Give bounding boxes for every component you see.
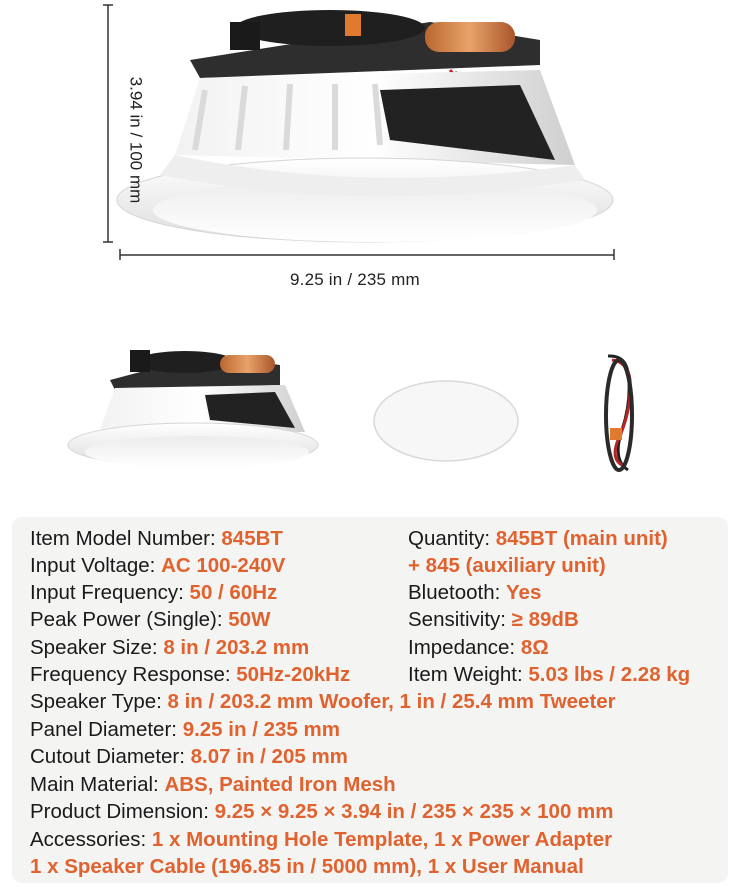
spec-accessories-line2: 1 x Speaker Cable (196.85 in / 5000 mm), 1 x User Manual	[30, 855, 584, 878]
speaker-small-view	[68, 350, 318, 468]
spec-speaker-size: Speaker Size: 8 in / 203.2 mm	[30, 636, 310, 659]
spec-model: Item Model Number: 845BT	[30, 527, 283, 550]
height-dimension-label: 3.94 in / 100 mm	[126, 76, 146, 204]
spec-voltage: Input Voltage: AC 100-240V	[30, 554, 286, 577]
width-dimension-label: 9.25 in / 235 mm	[290, 270, 420, 289]
spec-peak-power: Peak Power (Single): 50W	[30, 608, 271, 631]
spec-cutout-diameter: Cutout Diameter: 8.07 in / 205 mm	[30, 745, 348, 768]
spec-panel-diameter: Panel Diameter: 9.25 in / 235 mm	[30, 718, 340, 741]
speaker-main-view	[117, 10, 613, 242]
width-dimension-line	[120, 249, 614, 260]
spec-material: Main Material: ABS, Painted Iron Mesh	[30, 773, 396, 796]
spec-product-dimension: Product Dimension: 9.25 × 9.25 × 3.94 in / 235 × 235 × 100 mm	[30, 800, 614, 823]
height-dimension-line	[103, 5, 113, 242]
mounting-template-disc	[374, 381, 518, 461]
spec-bluetooth: Bluetooth: Yes	[408, 581, 542, 604]
spec-quantity: Quantity: 845BT (main unit)	[408, 527, 668, 550]
spec-accessories: Accessories: 1 x Mounting Hole Template, 1 x Power Adapter	[30, 828, 613, 851]
spec-quantity-line2: + 845 (auxiliary unit)	[408, 554, 606, 577]
speaker-cable	[606, 356, 632, 470]
spec-speaker-type: Speaker Type: 8 in / 203.2 mm Woofer, 1 in / 25.4 mm Tweeter	[30, 690, 616, 713]
spec-impedance: Impedance: 8Ω	[408, 636, 549, 659]
spec-sensitivity: Sensitivity: ≥ 89dB	[408, 608, 579, 631]
spec-frequency: Input Frequency: 50 / 60Hz	[30, 581, 278, 604]
spec-frequency-response: Frequency Response: 50Hz-20kHz	[30, 663, 351, 686]
spec-weight: Item Weight: 5.03 lbs / 2.28 kg	[408, 663, 691, 686]
